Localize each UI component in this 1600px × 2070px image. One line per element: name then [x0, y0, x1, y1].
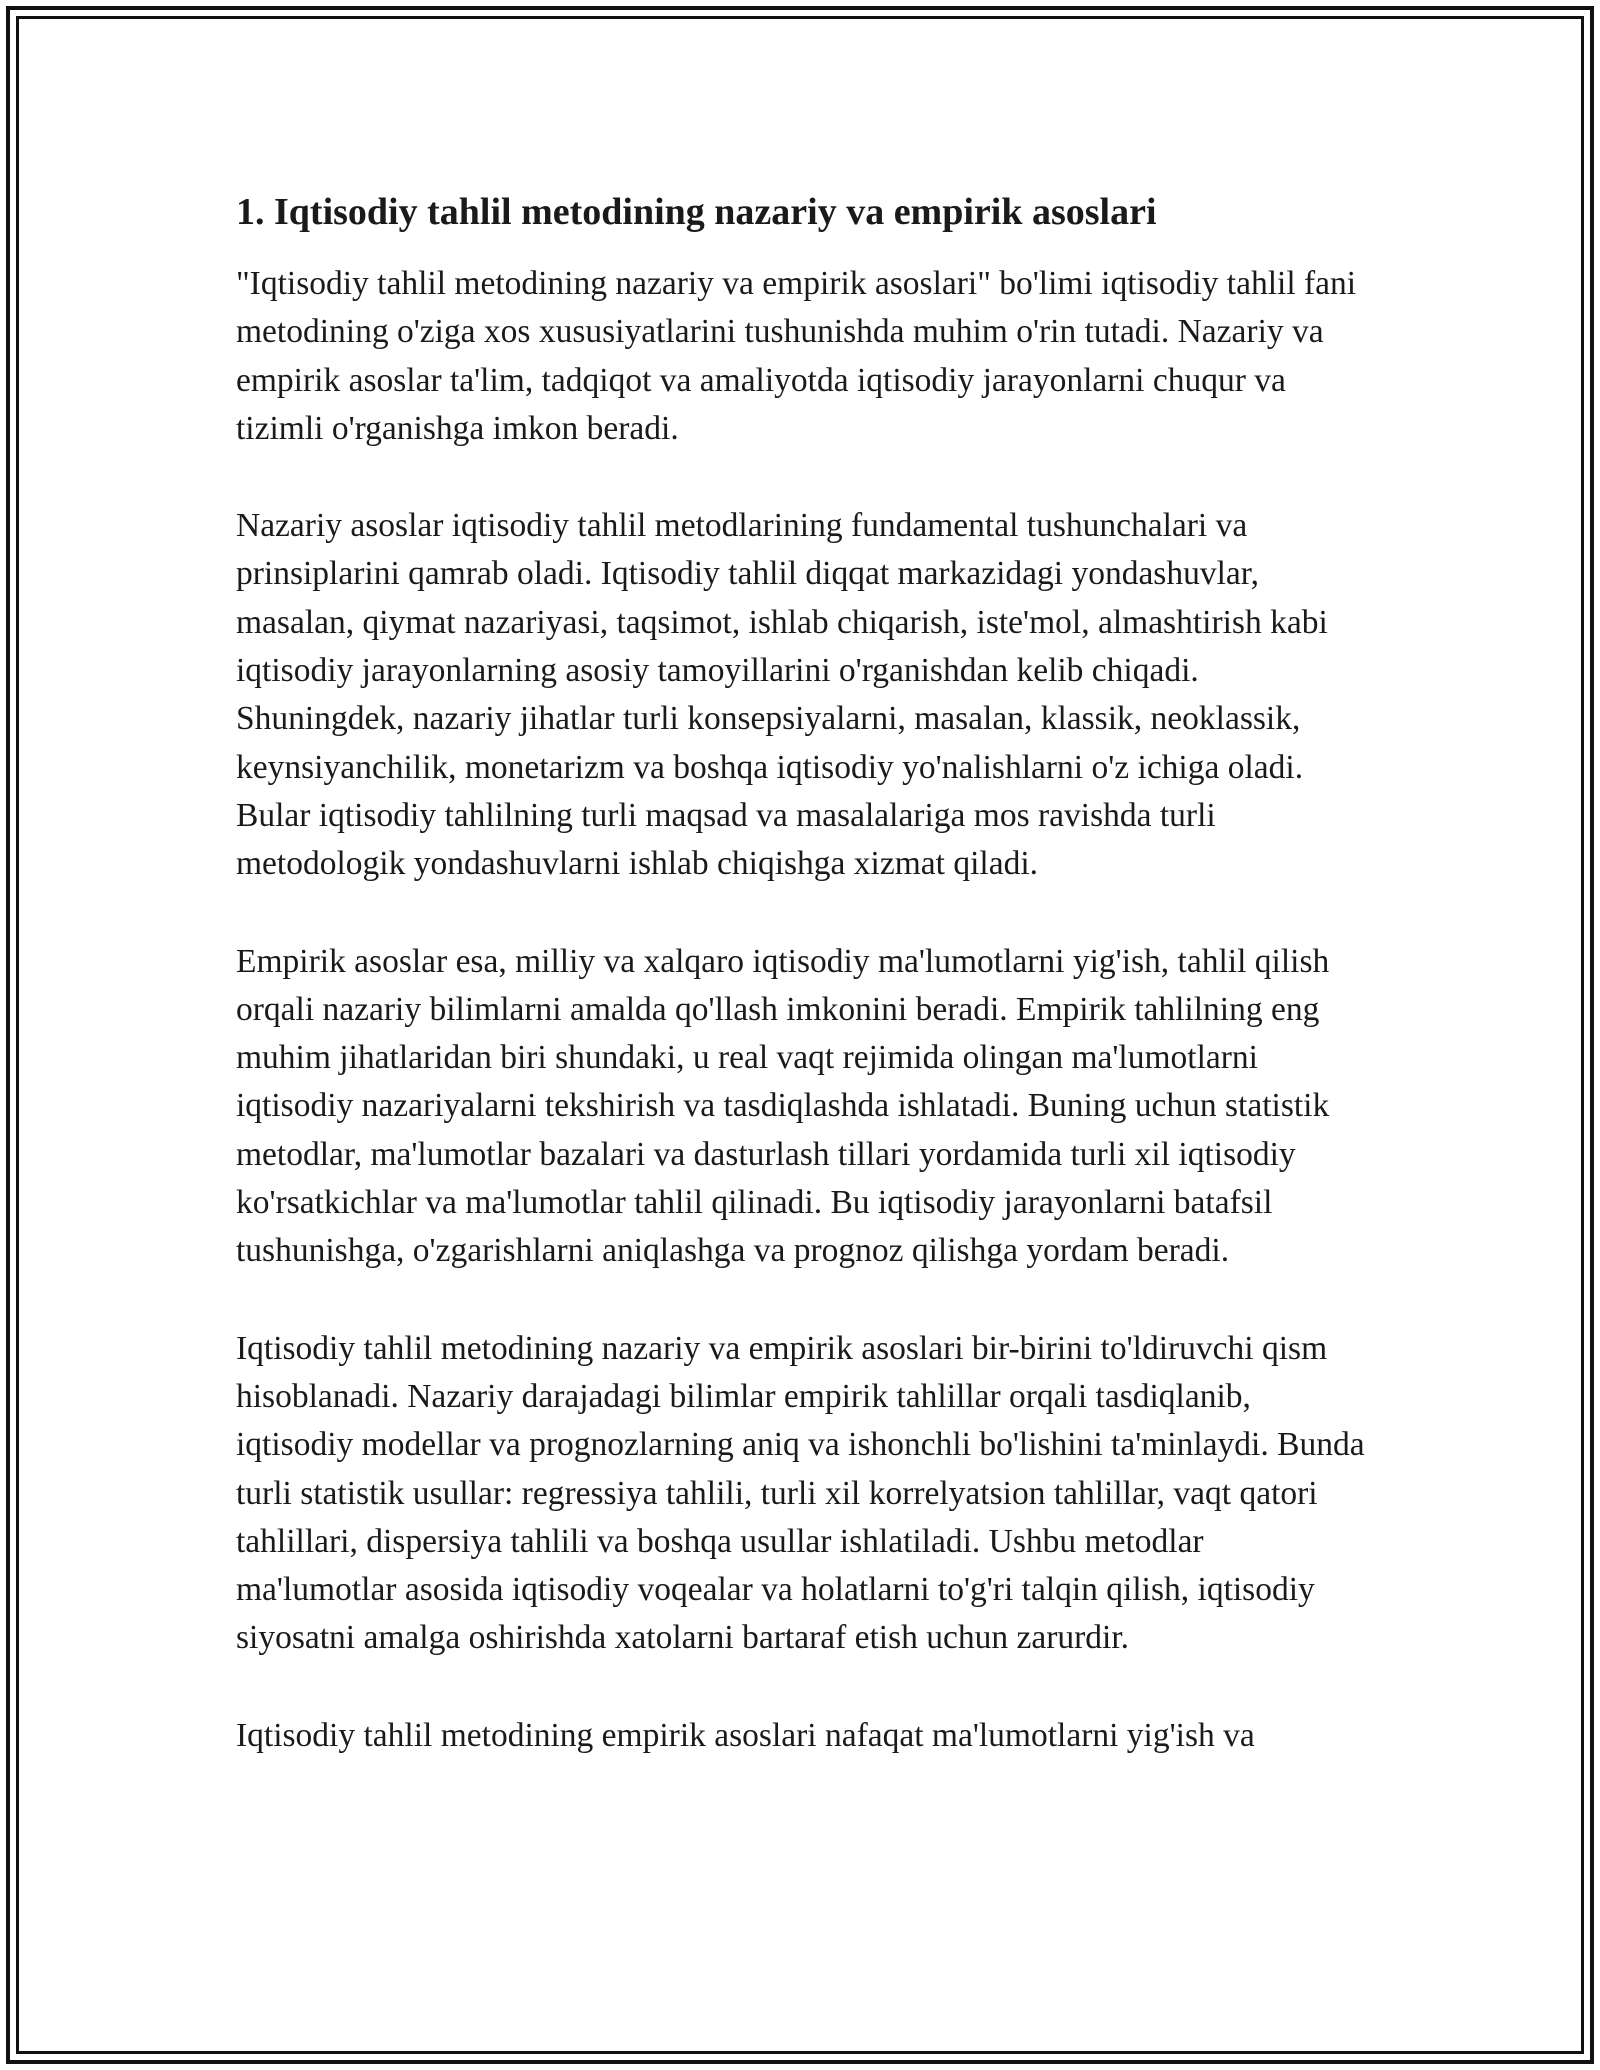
paragraph-intro: "Iqtisodiy tahlil metodining nazariy va empirik asoslari" bo'limi iqtisodiy tahlil fani metodining o'ziga xos xususiyatlarini tushunishda muhim o'rin tutadi. Nazariy va empirik asoslar ta'lim, tadqiqot va amaliyotda iqtisodiy jarayonlarni chuqur va tizimli o'rganishga imkon beradi. [236, 265, 1357, 447]
document-body [236, 184, 1372, 1809]
paragraph-continuation: Iqtisodiy tahlil metodining empirik asoslari nafaqat ma'lumotlarni yig'ish va [236, 1716, 1255, 1754]
paragraph-complementarity: Iqtisodiy tahlil metodining nazariy va empirik asoslari bir-birini to'ldiruvchi qism hisoblanadi. Nazariy darajadagi bilimlar empirik tahlillar orqali tasdiqlanib, iqtisodiy modellar va prognozlarning aniq va ishonchli bo'lishini ta'minlaydi. Bunda turli statistik usullar: regressiya tahlili, turli xil korrelyatsion tahlillar, vaqt qatori tahlillari, dispersiya tahlili va boshqa usullar ishlatiladi. Ushbu metodlar ma'lumotlar asosida iqtisodiy voqealar va holatlarni to'g'ri talqin qilish, iqtisodiy siyosatni amalga oshirishda xatolarni bartaraf etish uchun zarurdir. [236, 1329, 1365, 1657]
paragraph-theoretical-foundations: Nazariy asoslar iqtisodiy tahlil metodlarining fundamental tushunchalari va prinsiplarini qamrab oladi. Iqtisodiy tahlil diqqat markazidagi yondashuvlar, masalan, qiymat nazariyasi, taqsimot, ishlab chiqarish, iste'mol, almashtirish kabi iqtisodiy jarayonlarning asosiy tamoyillarini o'rganishdan kelib chiqadi. Shuningdek, nazariy jihatlar turli konsepsiyalarni, masalan, klassik, neoklassik, keynsiyanchilik, monetarizm va boshqa iqtisodiy yo'nalishlarni o'z ichiga oladi. Bular iqtisodiy tahlilning turli maqsad va masalalariga mos ravishda turli metodologik yondashuvlarni ishlab chiqishga xizmat qiladi. [236, 507, 1328, 883]
section-heading: 1. Iqtisodiy tahlil metodining nazariy va empirik asoslari [236, 191, 1157, 233]
paragraph-empirical-foundations: Empirik asoslar esa, milliy va xalqaro iqtisodiy ma'lumotlarni yig'ish, tahlil qilish orqali nazariy bilimlarni amalda qo'llash imkonini beradi. Empirik tahlilning eng muhim jihatlaridan biri shundaki, u real vaqt rejimida olingan ma'lumotlarni iqtisodiy nazariyalarni tekshirish va tasdiqlashda ishlatadi. Buning uchun statistik metodlar, ma'lumotlar bazalari va dasturlash tillari yordamida turli xil iqtisodiy ko'rsatkichlar va ma'lumotlar tahlil qilinadi. Bu iqtisodiy jarayonlarni batafsil tushunishga, o'zgarishlarni aniqlashga va prognoz qilishga yordam beradi. [236, 942, 1330, 1270]
